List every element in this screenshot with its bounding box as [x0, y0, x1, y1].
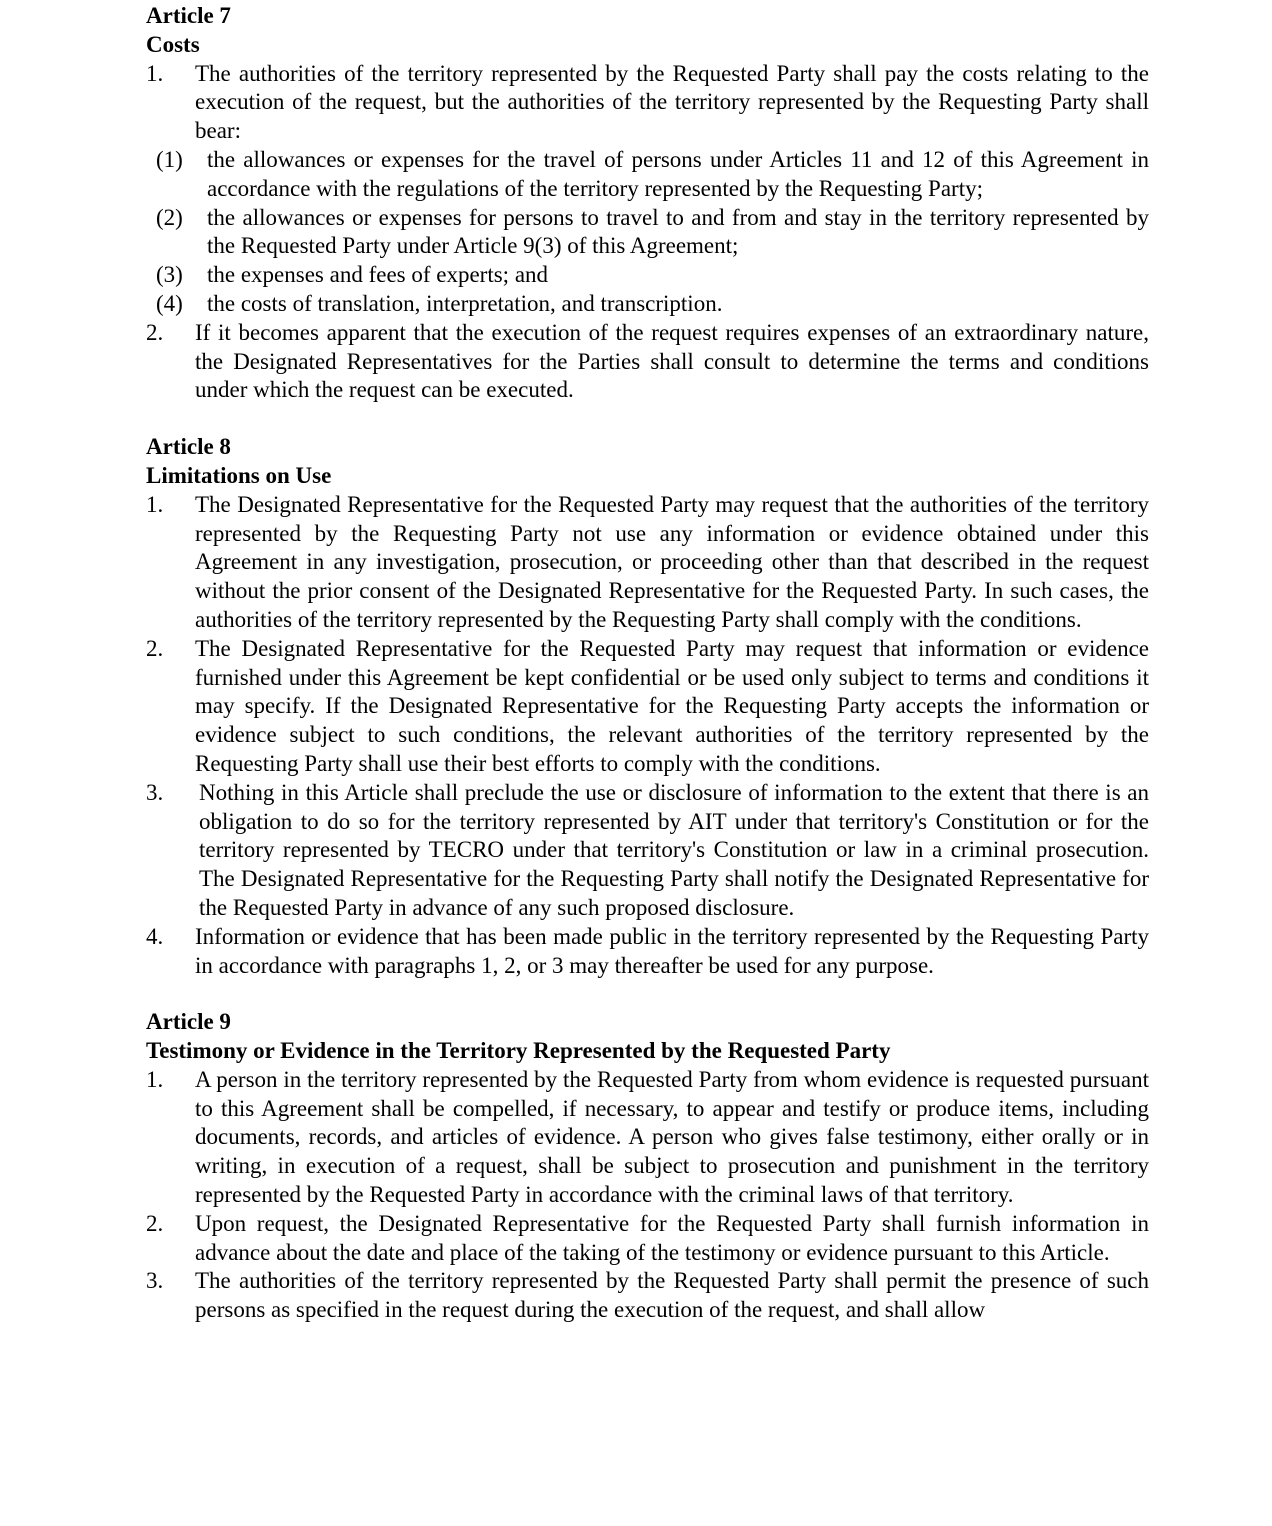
article-8 — [146, 433, 1149, 980]
subparagraph — [146, 290, 1149, 319]
article-7 — [146, 2, 1149, 405]
paragraph-number: 4. — [146, 923, 164, 949]
article-subtitle: Limitations on Use — [146, 462, 332, 488]
article-title: Article 7 — [146, 3, 231, 28]
paragraph-number: 3. — [146, 779, 164, 805]
article-title: Article 8 — [146, 434, 231, 460]
subparagraph — [146, 261, 1149, 290]
paragraph — [146, 491, 1149, 635]
paragraph-text: The authorities of the territory represented by the Requested Party shall pay the costs relating to the execution of the request, but the authorities of the territory represented by the Requesting Party shall bear: — [195, 60, 1149, 144]
article-subtitle: Testimony or Evidence in the Territory Represented by the Requested Party — [146, 1038, 891, 1064]
paragraph-number: 1. — [146, 60, 164, 86]
subparagraph-number: (4) — [156, 290, 183, 316]
paragraph — [146, 923, 1149, 981]
paragraph-number: 2. — [146, 635, 164, 661]
article-9 — [146, 1008, 1149, 1325]
paragraph — [146, 779, 1149, 923]
paragraph — [146, 1066, 1149, 1210]
subparagraph — [146, 204, 1149, 262]
subparagraph-text: the allowances or expenses for the travel of persons under Articles 11 and 12 of this Agreement in accordance with the regulations of the territory represented by the Requesting Party; — [207, 146, 1149, 201]
paragraph-text: The Designated Representative for the Requested Party may request that the authorities of the territory represented by the Requesting Party not use any information or evidence obtained under this Agreement in any investigation, prosecution, or proceeding other than that described in the request without the prior consent of the Designated Representative for the Requested Party. In such cases, the authorities of the territory represented by the Requesting Party shall comply with the conditions. — [195, 491, 1149, 632]
subparagraph-number: (1) — [156, 146, 183, 172]
article-subtitle: Costs — [146, 31, 200, 57]
subparagraph-text: the expenses and fees of experts; and — [207, 262, 549, 288]
subparagraph-number: (2) — [156, 204, 183, 230]
paragraph-text: If it becomes apparent that the execution of the request requires expenses of an extraordinary nature, the Designated Representatives for the Parties shall consult to determine the terms and conditions under which the request can be executed. — [195, 319, 1149, 403]
paragraph-text: The authorities of the territory represented by the Requested Party shall permit the presence of such persons as specified in the request during the execution of the request, and shall allow — [195, 1268, 1149, 1323]
subparagraph — [146, 146, 1149, 204]
paragraph — [146, 319, 1149, 405]
paragraph — [146, 1210, 1149, 1268]
paragraph-text: Upon request, the Designated Representative for the Requested Party shall furnish information in advance about the date and place of the taking of the testimony or evidence pursuant to this Article. — [195, 1210, 1149, 1265]
paragraph — [146, 60, 1149, 146]
article-title: Article 9 — [146, 1009, 231, 1035]
subparagraph-text: the costs of translation, interpretation, and transcription. — [207, 290, 723, 316]
paragraph — [146, 635, 1149, 779]
paragraph — [146, 1267, 1149, 1325]
paragraph-number: 2. — [146, 1210, 164, 1236]
paragraph-text: Nothing in this Article shall preclude the use or disclosure of information to the extent that there is an obligation to do so for the territory represented by AIT under that territory's Constitution or for the territory represented by TECRO under that territory's Constitution or law in a criminal prosecution. The Designated Representative for the Requesting Party shall notify the Designated Representative for the Requested Party in advance of any such proposed disclosure. — [199, 779, 1149, 920]
paragraph-number: 2. — [146, 319, 164, 345]
subparagraph-number: (3) — [156, 262, 183, 288]
document-page — [146, 2, 1149, 1353]
paragraph-text: A person in the territory represented by the Requested Party from whom evidence is requested pursuant to this Agreement shall be compelled, if necessary, to appear and testify or produce items, including documents, records, and articles of evidence. A person who gives false testimony, either orally or in writing, in execution of a request, shall be subject to prosecution and punishment in the territory represented by the Requested Party in accordance with the criminal laws of that territory. — [195, 1066, 1149, 1208]
subparagraph-text: the allowances or expenses for persons to travel to and from and stay in the territory represented by the Requested Party under Article 9(3) of this Agreement; — [207, 204, 1149, 259]
paragraph-number: 1. — [146, 491, 164, 517]
paragraph-number: 1. — [146, 1066, 164, 1092]
paragraph-number: 3. — [146, 1268, 164, 1294]
paragraph-text: Information or evidence that has been made public in the territory represented by the Requesting Party in accordance with paragraphs 1, 2, or 3 may thereafter be used for any purpose. — [195, 923, 1149, 978]
paragraph-text: The Designated Representative for the Requested Party may request that information or evidence furnished under this Agreement be kept confidential or be used only subject to terms and conditions it may specify. If the Designated Representative for the Requesting Party accepts the information or evidence subject to such conditions, the relevant authorities of the territory represented by the Requesting Party shall use their best efforts to comply with the conditions. — [195, 635, 1149, 776]
